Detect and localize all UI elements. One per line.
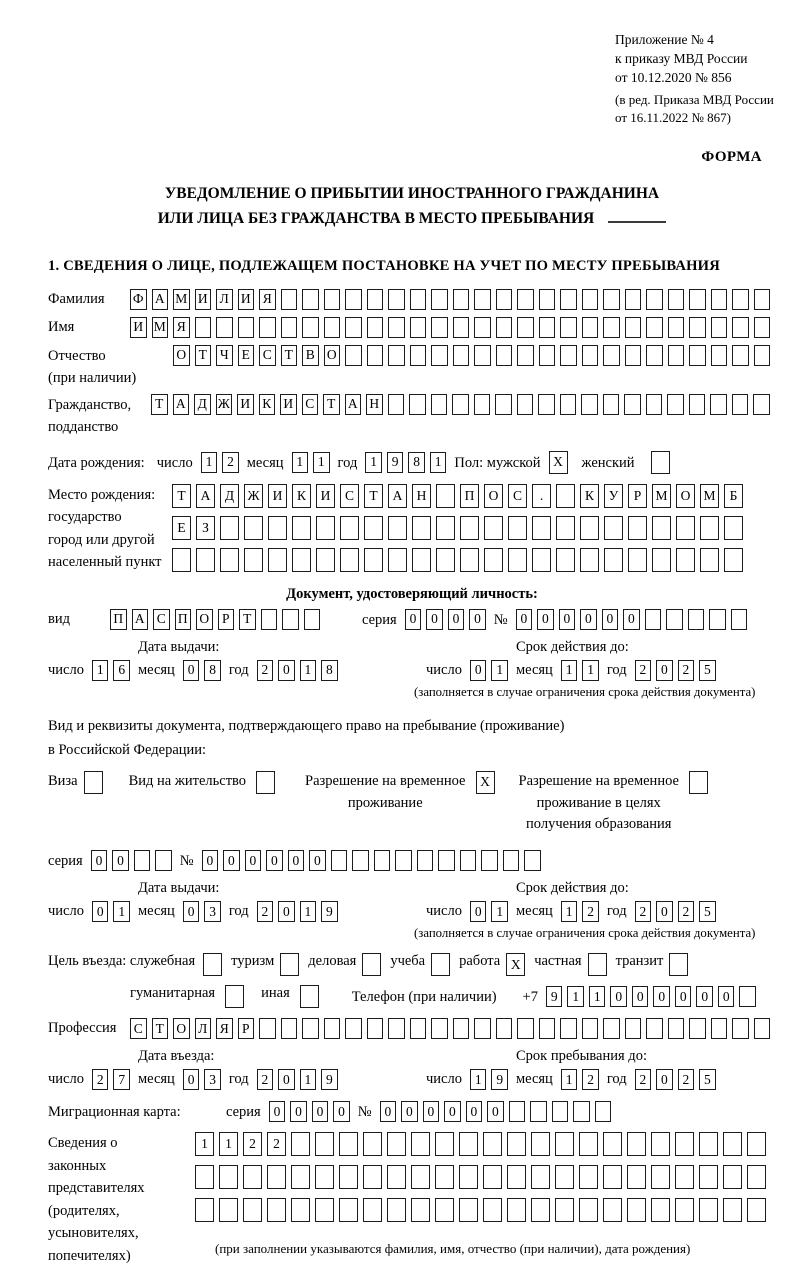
temp-residence-permit-option xyxy=(305,771,494,815)
birth-date-row xyxy=(48,451,776,474)
profession-label: Профессия xyxy=(48,1020,117,1037)
purpose-turizm: туризм xyxy=(231,953,299,976)
profession-input[interactable]: С Т О Л Я Р xyxy=(130,1018,770,1039)
residence-doc-series-row xyxy=(48,850,776,871)
identity-issue-header: Дата выдачи: xyxy=(138,638,220,655)
birth-month-label: месяц xyxy=(246,454,284,471)
entry-date-day-input[interactable]: 2 7 xyxy=(92,1069,130,1090)
purpose-delovaya: деловая xyxy=(308,953,381,976)
residence-permit-options xyxy=(48,771,776,836)
month-label: месяц xyxy=(515,903,553,920)
year-label: год xyxy=(228,1071,249,1088)
year-label: год xyxy=(606,903,627,920)
identity-doc-kind-input[interactable]: П А С П О Р Т xyxy=(110,609,320,630)
month-label: месяц xyxy=(137,1071,175,1088)
purpose-rabota-checkbox[interactable]: X xyxy=(506,953,525,976)
birth-place-input-row2[interactable]: Е З xyxy=(172,516,743,540)
identity-issue-year-input[interactable]: 2 0 1 8 xyxy=(257,660,338,681)
residence-doc-dates xyxy=(48,880,776,941)
birth-day-input[interactable]: 1 2 xyxy=(201,452,239,473)
given-name-input[interactable]: И М Я xyxy=(130,317,770,338)
identity-doc-kind-label: вид xyxy=(48,611,70,628)
month-label: месяц xyxy=(137,661,175,678)
birth-date-label: Дата рождения: xyxy=(48,454,145,471)
purpose-inaya-checkbox[interactable] xyxy=(300,985,319,1008)
residence-issue-header: Дата выдачи: xyxy=(138,880,220,897)
entry-date-year-input[interactable]: 2 0 1 9 xyxy=(257,1069,338,1090)
entry-purpose-label: Цель въезда: служебная xyxy=(48,953,196,970)
identity-doc-series-input[interactable]: 0 0 0 0 xyxy=(405,609,486,630)
purpose-turizm-checkbox[interactable] xyxy=(280,953,299,976)
residence-doc-intro-line1: Вид и реквизиты документа, подтверждающего право на пребывание (проживание) xyxy=(48,717,565,734)
month-label: месяц xyxy=(137,903,175,920)
citizenship-row xyxy=(48,394,776,439)
migration-card-number-input[interactable]: 0 0 0 0 0 0 xyxy=(380,1101,612,1122)
form-title-line1: УВЕДОМЛЕНИЕ О ПРИБЫТИИ ИНОСТРАННОГО ГРАЖДАНИНА xyxy=(164,185,660,203)
year-label: год xyxy=(606,1071,627,1088)
purpose-rabota: работа X xyxy=(459,953,525,976)
residence-permit-label: Вид на жительство xyxy=(128,772,247,789)
identity-doc-number-label: № xyxy=(493,611,508,628)
given-name-label: Имя xyxy=(48,318,75,335)
identity-doc-number-input[interactable]: 0 0 0 0 0 0 xyxy=(516,609,748,630)
purpose-inaya: иная xyxy=(261,985,319,1008)
temp-residence-permit-label: Разрешение на временное проживание xyxy=(305,772,466,811)
entry-date-header: Дата въезда: xyxy=(138,1048,215,1065)
residence-issue-month-input[interactable]: 0 3 xyxy=(183,901,221,922)
entry-purpose-row2 xyxy=(130,985,776,1008)
day-label: число xyxy=(48,1071,84,1088)
identity-doc-dates xyxy=(48,639,776,700)
appendix-note-line: от 16.11.2022 № 867) xyxy=(615,110,732,126)
given-name-row xyxy=(48,317,776,338)
month-label: месяц xyxy=(515,1071,553,1088)
identity-issue-day-input[interactable]: 1 6 xyxy=(92,660,130,681)
profession-row xyxy=(48,1018,776,1039)
residence-series-input[interactable]: 0 0 xyxy=(91,850,172,871)
identity-valid-note: (заполняется в случае ограничения срока действия документа) xyxy=(414,684,756,699)
appendix-line: Приложение № 4 xyxy=(615,32,714,47)
residence-issue-year-input[interactable]: 2 0 1 9 xyxy=(257,901,338,922)
edu-residence-permit-label: Разрешение на временное проживание в целях получения образования xyxy=(518,772,679,833)
residence-valid-header: Срок действия до: xyxy=(516,880,629,897)
representatives-note: (при заполнении указываются фамилия, имя, отчество (при наличии), дата рождения) xyxy=(215,1241,691,1257)
migration-card-series-input[interactable]: 0 0 0 0 xyxy=(269,1101,350,1122)
purpose-tranzit: транзит xyxy=(616,953,689,976)
residence-number-input[interactable]: 0 0 0 0 0 0 xyxy=(202,850,541,871)
birth-month-input[interactable]: 1 1 xyxy=(292,452,330,473)
edu-residence-permit-checkbox[interactable] xyxy=(689,771,708,794)
residence-issue-day-input[interactable]: 0 1 xyxy=(92,901,130,922)
purpose-gumanitarnaya-checkbox[interactable] xyxy=(225,985,244,1008)
residence-number-label: № xyxy=(179,853,194,870)
year-label: год xyxy=(228,661,249,678)
entry-purpose-row1 xyxy=(48,953,776,976)
surname-label: Фамилия xyxy=(48,290,105,307)
representatives-input-row1[interactable]: 1 1 2 2 xyxy=(195,1132,766,1156)
identity-valid-day-input[interactable]: 0 1 xyxy=(470,660,508,681)
purpose-sluzhebnaya-checkbox[interactable] xyxy=(203,953,222,976)
identity-valid-header: Срок действия до: xyxy=(516,638,629,655)
citizenship-input[interactable]: Т А Д Ж И К И С Т А Н xyxy=(151,394,770,415)
birth-place-input-row1[interactable]: Т А Д Ж И К И С Т А Н П О С . К У Р М О М Б xyxy=(172,484,743,508)
migration-card-series-label: серия xyxy=(226,1104,261,1121)
migration-card-number-label: № xyxy=(357,1104,372,1121)
migration-card-label: Миграционная карта: xyxy=(48,1103,181,1120)
day-label: число xyxy=(426,903,462,920)
entry-stay-dates xyxy=(48,1048,776,1090)
year-label: год xyxy=(228,903,249,920)
identity-issue-month-input[interactable]: 0 8 xyxy=(183,660,221,681)
day-label: число xyxy=(48,903,84,920)
identity-doc-header: Документ, удостоверяющий личность: xyxy=(286,585,538,602)
residence-valid-day-input[interactable]: 0 1 xyxy=(470,901,508,922)
birth-place-label: Место рождения: государство город или другой населенный пункт xyxy=(48,486,162,571)
residence-permit-option xyxy=(129,771,275,794)
residence-permit-checkbox[interactable] xyxy=(256,771,275,794)
purpose-tranzit-checkbox[interactable] xyxy=(669,953,688,976)
phone-prefix: +7 xyxy=(522,989,538,1006)
appendix-line: от 10.12.2020 № 856 xyxy=(615,70,732,86)
representatives-input-row3[interactable] xyxy=(195,1198,766,1222)
appendix-reference xyxy=(615,30,776,87)
purpose-chastnaya: частная xyxy=(534,953,606,976)
purpose-ucheba: учеба xyxy=(390,953,450,976)
month-label: месяц xyxy=(515,661,553,678)
purpose-chastnaya-checkbox[interactable] xyxy=(588,953,607,976)
appendix-note-line: (в ред. Приказа МВД России xyxy=(615,92,774,108)
identity-doc-row xyxy=(48,609,776,630)
visa-checkbox[interactable] xyxy=(84,771,103,794)
representatives-label: Сведения о законных представителях (родителях, усыновителях, попечителях) xyxy=(48,1135,145,1264)
stay-until-year-input[interactable]: 2 0 2 5 xyxy=(635,1069,716,1090)
appendix-amendment-note xyxy=(615,91,776,127)
phone-input[interactable]: 9 1 1 0 0 0 0 0 0 xyxy=(546,986,756,1007)
birth-year-label: год xyxy=(337,454,358,471)
temp-residence-permit-checkbox[interactable]: X xyxy=(476,771,495,794)
appendix-line: к приказу МВД России xyxy=(615,51,748,67)
birth-place-row xyxy=(48,484,776,574)
patronymic-input[interactable]: О Т Ч Е С Т В О xyxy=(173,345,770,366)
patronymic-row xyxy=(48,345,776,390)
citizenship-label: Гражданство, подданство xyxy=(48,396,132,436)
purpose-ucheba-checkbox[interactable] xyxy=(431,953,450,976)
entry-date-month-input[interactable]: 0 3 xyxy=(183,1069,221,1090)
form-title-line2: ИЛИ ЛИЦА БЕЗ ГРАЖДАНСТВА В МЕСТО ПРЕБЫВАНИЯ xyxy=(48,207,776,232)
birth-year-input[interactable]: 1 9 8 1 xyxy=(365,452,446,473)
visa-option xyxy=(48,771,103,794)
identity-doc-series-label: серия xyxy=(362,611,397,628)
residence-doc-intro-line2: в Российской Федерации: xyxy=(48,742,207,759)
birth-day-label: число xyxy=(156,454,193,471)
stay-until-day-input[interactable]: 1 9 xyxy=(470,1069,508,1090)
stay-until-month-input[interactable]: 1 2 xyxy=(561,1069,599,1090)
visa-label: Виза xyxy=(48,772,78,789)
purpose-gumanitarnaya: гуманитарная xyxy=(130,985,244,1008)
day-label: число xyxy=(426,1071,462,1088)
purpose-delovaya-checkbox[interactable] xyxy=(362,953,381,976)
day-label: число xyxy=(48,661,84,678)
stay-until-header: Срок пребывания до: xyxy=(516,1048,647,1065)
surname-row xyxy=(48,289,776,310)
identity-valid-month-input[interactable]: 1 1 xyxy=(561,660,599,681)
sex-male-label: Пол: мужской xyxy=(454,454,541,471)
form-label: ФОРМА xyxy=(701,149,762,166)
day-label: число xyxy=(426,661,462,678)
surname-input[interactable]: Ф А М И Л И Я xyxy=(130,289,770,310)
sex-female-checkbox[interactable] xyxy=(651,451,670,474)
patronymic-label: Отчество (при наличии) xyxy=(48,347,137,387)
residence-doc-intro xyxy=(48,714,776,763)
residence-valid-note: (заполняется в случае ограничения срока действия документа) xyxy=(414,926,756,941)
purpose-sluzhebnaya xyxy=(48,953,222,976)
title-blank-underline xyxy=(608,221,666,223)
migration-card-row xyxy=(48,1101,776,1122)
residence-valid-month-input[interactable]: 1 2 xyxy=(561,901,599,922)
phone-label: Телефон (при наличии) xyxy=(351,989,497,1006)
residence-series-label: серия xyxy=(48,853,83,870)
sex-female-label: женский xyxy=(581,454,635,471)
representatives-input-row2[interactable] xyxy=(195,1165,766,1189)
birth-place-input-row3[interactable] xyxy=(172,548,743,572)
year-label: год xyxy=(606,661,627,678)
edu-residence-permit-option xyxy=(519,771,708,836)
section1-title: 1. СВЕДЕНИЯ О ЛИЦЕ, ПОДЛЕЖАЩЕМ ПОСТАНОВКЕ НА УЧЕТ ПО МЕСТУ ПРЕБЫВАНИЯ xyxy=(48,257,720,274)
identity-valid-year-input[interactable]: 2 0 2 5 xyxy=(635,660,716,681)
residence-valid-year-input[interactable]: 2 0 2 5 xyxy=(635,901,716,922)
form-title xyxy=(48,182,776,232)
representatives-row xyxy=(48,1132,776,1267)
sex-male-checkbox[interactable]: X xyxy=(549,451,568,474)
